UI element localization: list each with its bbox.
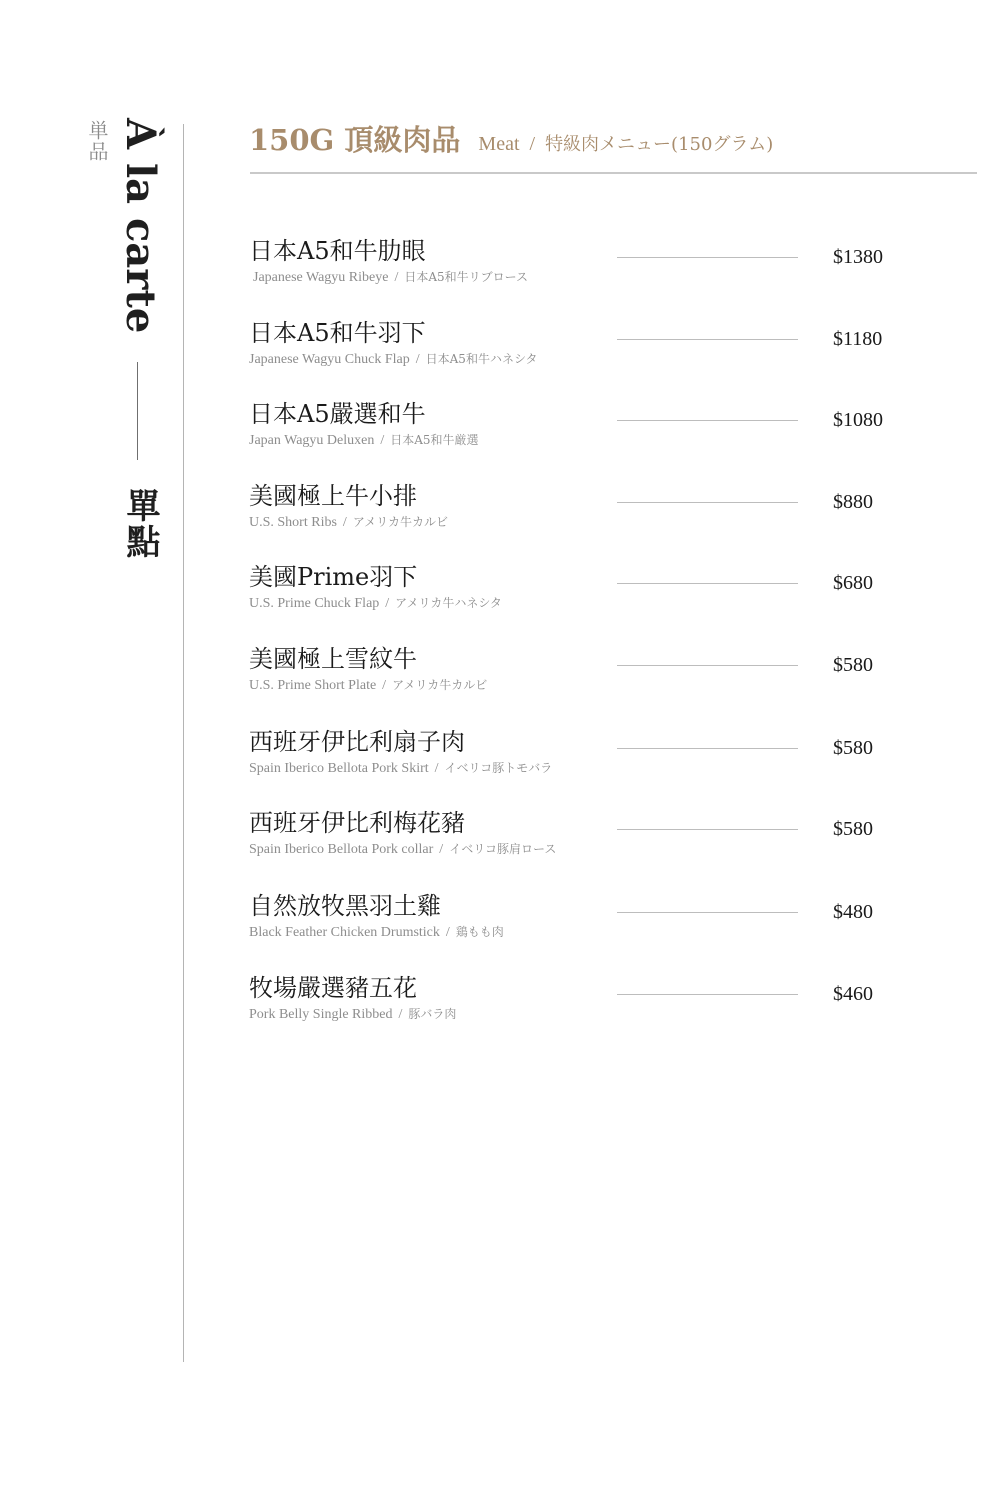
item-leader-line	[617, 502, 798, 503]
section-subtitle-jp: 特級肉メニュー(150グラム)	[545, 134, 774, 155]
item-separator: /	[398, 1007, 403, 1022]
item-price: $680	[833, 572, 873, 594]
item-subtitle	[249, 840, 556, 859]
item-name-zh: 日本A5嚴選和牛	[249, 400, 426, 428]
item-separator: /	[385, 596, 390, 611]
header-rule	[250, 172, 977, 174]
item-name-zh: 日本A5和牛羽下	[249, 319, 426, 347]
item-name-en: Spain Iberico Bellota Pork Skirt	[249, 761, 429, 776]
item-name-en: U.S. Prime Short Plate	[249, 678, 377, 693]
item-subtitle	[249, 923, 504, 942]
item-price: $1080	[833, 409, 883, 431]
item-leader-line	[617, 748, 798, 749]
sidebar-divider	[137, 362, 138, 460]
item-subtitle	[249, 513, 448, 532]
item-name-jp: 豚バラ肉	[408, 1007, 457, 1021]
item-separator: /	[445, 925, 450, 940]
item-separator: /	[415, 352, 420, 367]
item-subtitle	[253, 268, 528, 287]
item-name-zh: 西班牙伊比利扇子肉	[249, 728, 465, 756]
item-name-en: Japanese Wagyu Ribeye	[253, 270, 389, 285]
sidebar-zh-label: 單點	[120, 488, 160, 560]
item-separator: /	[439, 842, 444, 857]
item-subtitle	[249, 350, 537, 369]
item-leader-line	[617, 994, 798, 995]
item-name-en: Japanese Wagyu Chuck Flap	[249, 352, 410, 367]
item-subtitle	[249, 594, 502, 613]
item-name-en: Japan Wagyu Deluxen	[249, 433, 375, 448]
menu-item	[249, 236, 949, 306]
item-name-zh: 牧場嚴選豬五花	[249, 974, 417, 1002]
item-subtitle	[249, 431, 479, 450]
section-subtitle-separator: /	[529, 133, 536, 155]
item-leader-line	[617, 583, 798, 584]
menu-item	[249, 318, 949, 388]
menu-item	[249, 727, 949, 797]
sidebar-en-title: À la carte	[117, 118, 164, 334]
item-price: $580	[833, 737, 873, 759]
menu-item	[249, 399, 949, 469]
section-title: 150G 頂級肉品	[249, 123, 461, 157]
item-price: $580	[833, 818, 873, 840]
item-name-zh: 美國Prime羽下	[249, 563, 418, 591]
item-name-zh: 美國極上雪紋牛	[249, 645, 417, 673]
item-subtitle	[249, 1005, 456, 1024]
item-separator: /	[342, 515, 347, 530]
item-name-jp: アメリカ牛カルビ	[392, 678, 488, 692]
item-name-zh: 日本A5和牛肋眼	[249, 237, 426, 265]
sidebar-jp-label: 単品	[85, 120, 109, 162]
item-separator: /	[380, 433, 385, 448]
item-name-jp: 日本A5和牛リブロース	[404, 270, 529, 284]
item-leader-line	[617, 665, 798, 666]
menu-item	[249, 562, 949, 632]
item-name-jp: イベリコ豚トモバラ	[444, 761, 553, 775]
item-price: $580	[833, 654, 873, 676]
item-name-en: U.S. Short Ribs	[249, 515, 337, 530]
item-price: $480	[833, 901, 873, 923]
item-leader-line	[617, 420, 798, 421]
item-name-jp: 日本A5和牛ハネシタ	[425, 352, 538, 366]
item-name-en: Spain Iberico Bellota Pork collar	[249, 842, 434, 857]
item-name-zh: 自然放牧黑羽土雞	[249, 892, 441, 920]
menu-item	[249, 808, 949, 878]
menu-item	[249, 644, 949, 714]
sidebar-vertical-rule	[183, 124, 184, 1362]
item-name-zh: 西班牙伊比利梅花豬	[249, 809, 465, 837]
item-leader-line	[617, 257, 798, 258]
menu-item	[249, 481, 949, 551]
item-price: $460	[833, 983, 873, 1005]
item-name-jp: イベリコ豚肩ロース	[449, 842, 557, 856]
item-name-en: Pork Belly Single Ribbed	[249, 1007, 393, 1022]
item-subtitle	[249, 759, 552, 778]
item-leader-line	[617, 829, 798, 830]
item-price: $1380	[833, 246, 883, 268]
item-name-jp: 鶏もも肉	[455, 925, 504, 939]
item-leader-line	[617, 912, 798, 913]
item-separator: /	[434, 761, 439, 776]
item-subtitle	[249, 676, 487, 695]
section-subtitle-en: Meat	[478, 133, 520, 155]
item-name-zh: 美國極上牛小排	[249, 482, 417, 510]
menu-item	[249, 973, 949, 1043]
menu-item	[249, 891, 949, 961]
item-name-jp: アメリカ牛カルビ	[352, 515, 448, 529]
item-name-en: U.S. Prime Chuck Flap	[249, 596, 380, 611]
item-price: $1180	[833, 328, 883, 350]
section-header	[249, 118, 773, 162]
item-name-en: Black Feather Chicken Drumstick	[249, 925, 440, 940]
item-separator: /	[382, 678, 387, 693]
item-price: $880	[833, 491, 873, 513]
item-name-jp: 日本A5和牛厳選	[390, 433, 479, 447]
item-name-jp: アメリカ牛ハネシタ	[395, 596, 502, 610]
item-separator: /	[394, 270, 399, 285]
item-leader-line	[617, 339, 798, 340]
